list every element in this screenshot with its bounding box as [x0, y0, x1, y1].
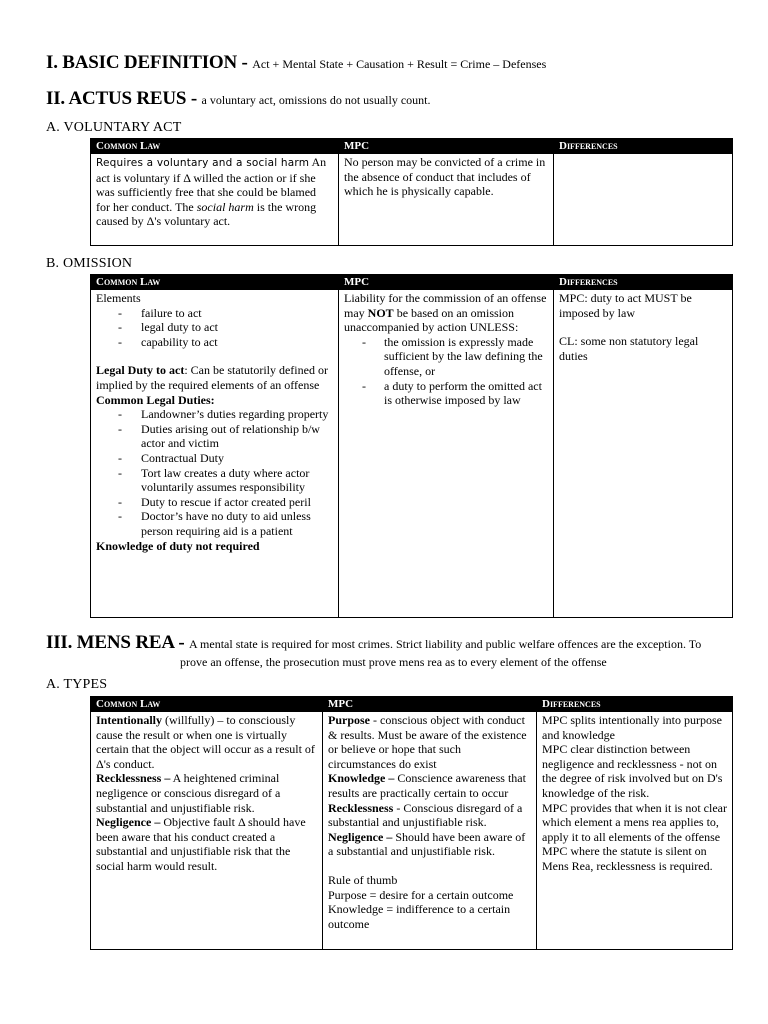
- section-text: A mental state is required for most crimes. Strict liability and public welfare offences are the exception. To: [189, 637, 702, 651]
- intentionally-label: Intentionally: [96, 713, 163, 727]
- section-mens-rea: [46, 632, 702, 653]
- mpc-text: Liability for the commission of an offense may: [344, 291, 547, 320]
- mpc-not: NOT: [367, 305, 394, 320]
- header-mpc: MPC: [339, 139, 554, 154]
- cl-text: An act is voluntary if Δ willed the action or if she was sufficiently free that she could be blamed for her conduct. The: [96, 155, 327, 214]
- recklessness-paragraph: [328, 801, 531, 830]
- knowledge-label: Knowledge –: [328, 771, 395, 786]
- section-actus-reus: [46, 88, 431, 109]
- difference-item: MPC clear distinction between negligence and recklessness - not on the degree of risk involved but on D's knowledge of the risk.: [542, 742, 723, 800]
- negligence-label: Negligence –: [96, 815, 161, 830]
- difference-cl: CL: some non statutory legal duties: [559, 334, 699, 363]
- list-item: - Landowner’s duties regarding property: [96, 407, 333, 422]
- subsection-title: A. TYPES: [46, 677, 108, 692]
- differences-cell: [537, 712, 733, 950]
- header-differences: Differences: [554, 275, 733, 290]
- list-item: - the omission is expressly made sufficient by the law defining the offense, or: [344, 335, 548, 379]
- negligence-paragraph: [96, 815, 317, 873]
- negligence-text: Should have been aware of a substantial and unjustifiable risk.: [328, 829, 526, 859]
- table-row: [91, 290, 733, 618]
- duties-list: [96, 407, 333, 538]
- header-differences: Differences: [537, 697, 733, 712]
- mpc-text-end: be based on an omission unaccompanied by action UNLESS:: [344, 305, 519, 335]
- table-row: [91, 154, 733, 246]
- list-item: - Duty to rescue if actor created peril: [96, 495, 333, 510]
- elements-list: [96, 306, 333, 350]
- recklessness-paragraph: [96, 771, 317, 815]
- types-table: [90, 696, 733, 950]
- list-item: - a duty to perform the omitted act is otherwise imposed by law: [344, 379, 548, 408]
- section-text: a voluntary act, omissions do not usually count.: [201, 93, 431, 107]
- purpose-paragraph: [328, 713, 531, 771]
- difference-item: MPC provides that when it is not clear which element a mens rea applies to, apply it to all elements of the offense: [542, 800, 727, 844]
- table-header-row: [91, 697, 733, 712]
- rule-purpose: Purpose = desire for a certain outcome: [328, 887, 514, 902]
- header-mpc: MPC: [339, 275, 554, 290]
- knowledge-paragraph: [328, 771, 531, 800]
- cl-lead: Requires a voluntary and a social harm: [96, 157, 310, 169]
- knowledge-note: Knowledge of duty not required: [96, 538, 260, 553]
- list-item: - failure to act: [96, 306, 333, 321]
- difference-item: MPC where the statute is silent on Mens Rea, recklessness is required.: [542, 844, 713, 873]
- common-law-cell: [91, 154, 339, 246]
- voluntary-act-table: [90, 138, 733, 246]
- elements-label: Elements: [96, 291, 141, 305]
- cl-italic: social harm: [196, 199, 254, 214]
- subsection-title: A. VOLUNTARY ACT: [46, 120, 182, 135]
- section-text: Act + Mental State + Causation + Result = Crime – Defenses: [252, 57, 547, 71]
- section-heading: I. BASIC DEFINITION -: [46, 52, 253, 73]
- legal-duty-text: : Can be statutorily defined or implied by the required elements of an offense: [96, 363, 328, 392]
- purpose-text: - conscious object with conduct & results. Must be aware of the existence or believe or hope that such circumstances do exist: [328, 713, 527, 771]
- list-item: - Contractual Duty: [96, 451, 333, 466]
- rule-knowledge: Knowledge = indifference to a certain outcome: [328, 902, 511, 931]
- mpc-cell: No person may be convicted of a crime in the absence of conduct that includes of which he is physically capable.: [339, 154, 554, 246]
- header-common-law: Common Law: [91, 697, 323, 712]
- header-common-law: Common Law: [91, 139, 339, 154]
- legal-duty-paragraph: [96, 363, 333, 392]
- table-header-row: [91, 139, 733, 154]
- section-heading: III. MENS REA -: [46, 632, 190, 653]
- legal-duty-label: Legal Duty to act: [96, 363, 185, 378]
- intentionally-paragraph: [96, 713, 317, 771]
- negligence-text: Objective fault Δ should have been aware that his conduct created a substantial and unjustifiable risk that the social harm would result.: [96, 815, 306, 873]
- list-item: - Duties arising out of relationship b/w actor and victim: [96, 422, 333, 451]
- cl-text-end: is the wrong caused by Δ's voluntary act.: [96, 199, 317, 229]
- differences-cell: [554, 290, 733, 618]
- difference-mpc: MPC: duty to act MUST be imposed by law: [559, 291, 692, 320]
- rule-of-thumb: Rule of thumb: [328, 872, 398, 887]
- common-law-cell: [91, 712, 323, 950]
- purpose-label: Purpose: [328, 713, 370, 727]
- difference-item: MPC splits intentionally into purpose and knowledge: [542, 713, 723, 742]
- common-duties-label: Common Legal Duties:: [96, 392, 215, 407]
- list-item: - capability to act: [96, 335, 333, 350]
- section-heading: II. ACTUS REUS -: [46, 88, 202, 109]
- negligence-paragraph: [328, 830, 531, 859]
- section-basic-definition: [46, 52, 547, 73]
- mpc-cell: [323, 712, 537, 950]
- recklessness-label: Recklessness: [328, 800, 394, 815]
- mpc-list: [344, 335, 548, 408]
- header-common-law: Common Law: [91, 275, 339, 290]
- omission-table: [90, 274, 733, 618]
- recklessness-text: - Conscious disregard of a substantial and unjustifiable risk.: [328, 800, 523, 830]
- header-differences: Differences: [554, 139, 733, 154]
- common-law-cell: [91, 290, 339, 618]
- list-item: - Tort law creates a duty where actor voluntarily assumes responsibility: [96, 466, 333, 495]
- section-text-continued: prove an offense, the prosecution must prove mens rea as to every element of the offense: [180, 655, 607, 669]
- knowledge-text: Conscience awareness that results are practically certain to occur: [328, 771, 526, 800]
- list-item: - Doctor’s have no duty to aid unless person requiring aid is a patient: [96, 509, 333, 538]
- mpc-cell: [339, 290, 554, 618]
- recklessness-label: Recklessness –: [96, 771, 171, 786]
- mpc-paragraph: [344, 291, 548, 335]
- table-row: [91, 712, 733, 950]
- intentionally-text: (willfully) – to consciously cause the result or when one is virtually certain that the object will occur as a result of Δ's conduct.: [96, 713, 315, 771]
- list-item: - legal duty to act: [96, 320, 333, 335]
- recklessness-text: A heightened criminal negligence or conscious disregard of a substantial and unjustifiable risk.: [96, 771, 281, 815]
- differences-cell: [554, 154, 733, 246]
- table-header-row: [91, 275, 733, 290]
- header-mpc: MPC: [323, 697, 537, 712]
- negligence-label: Negligence –: [328, 829, 393, 844]
- subsection-title: B. OMISSION: [46, 256, 133, 271]
